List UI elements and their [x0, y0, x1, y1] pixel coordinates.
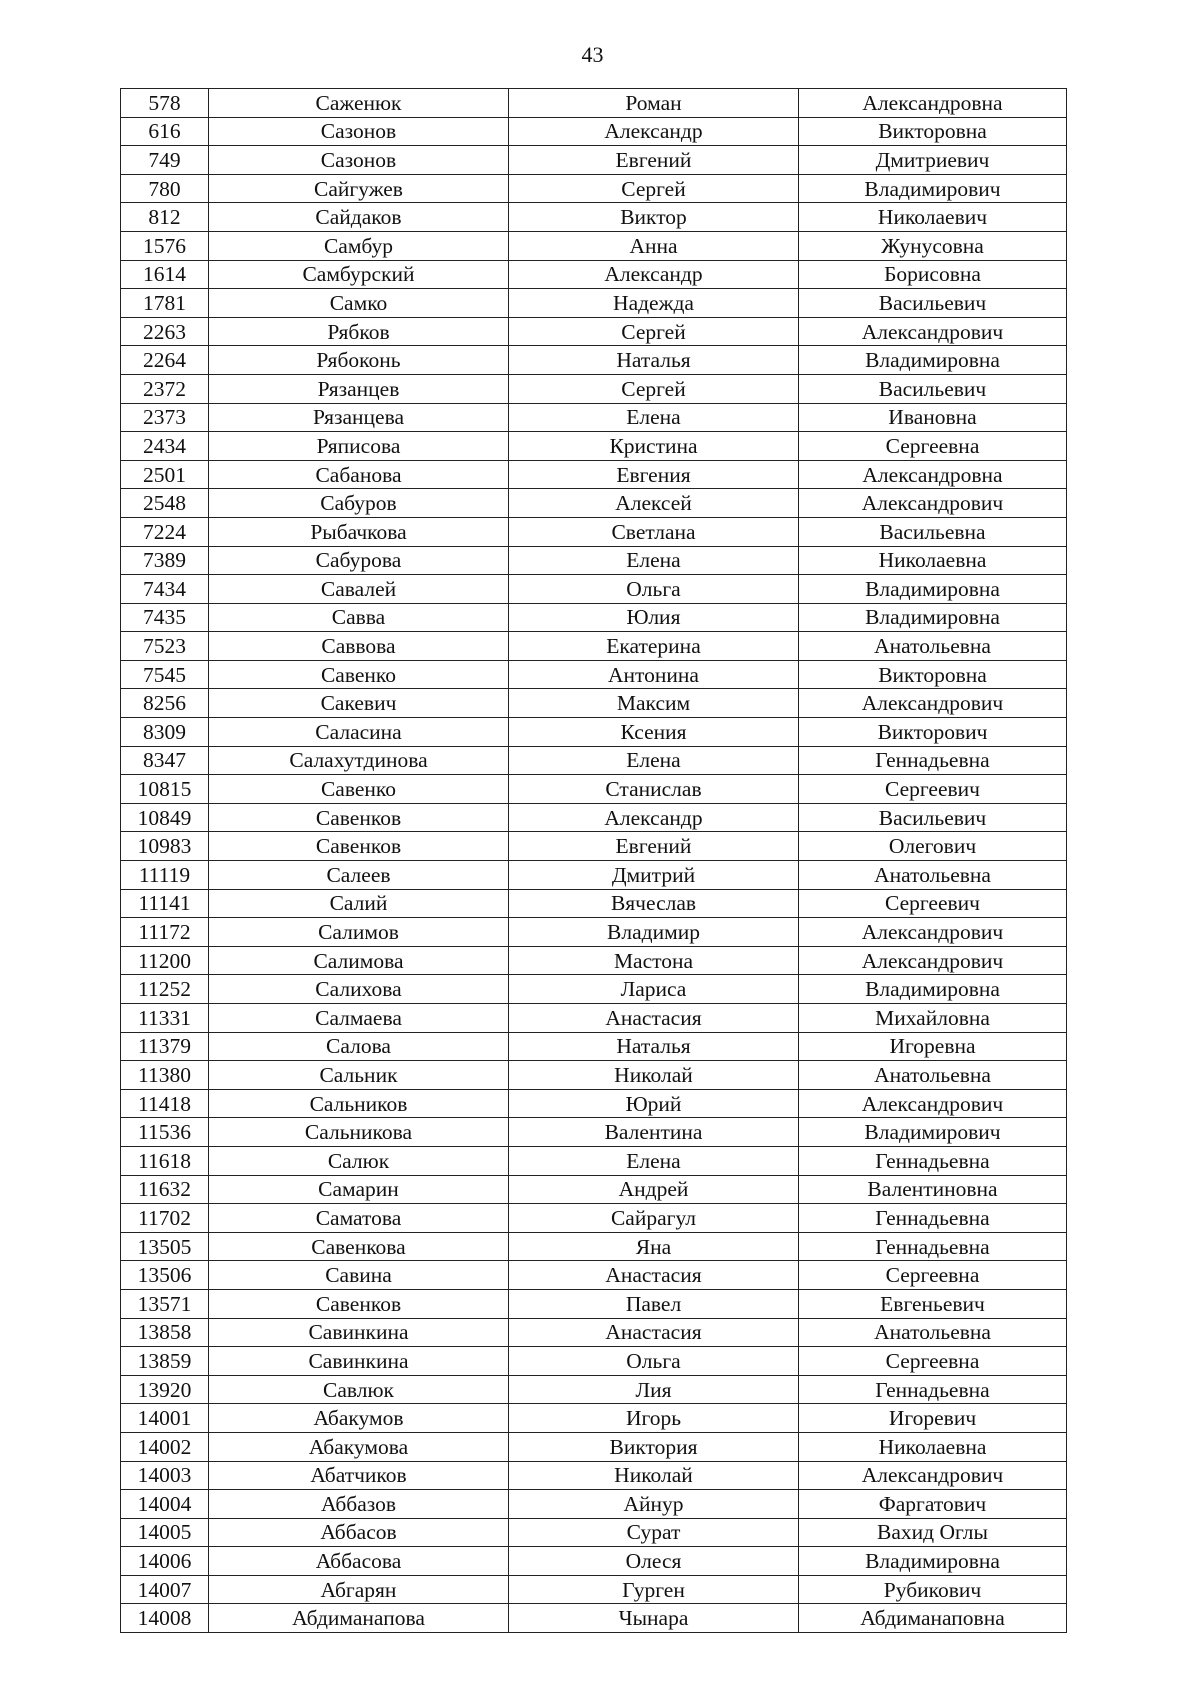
table-row [121, 889, 1067, 918]
record-number-cell: 13571 [121, 1289, 209, 1318]
record-number-cell: 10849 [121, 803, 209, 832]
last-name-cell: Салимов [209, 918, 509, 947]
first-name-cell: Елена [509, 1146, 799, 1175]
record-number-cell: 7389 [121, 546, 209, 575]
record-number-cell: 11200 [121, 946, 209, 975]
last-name-cell: Рыбачкова [209, 517, 509, 546]
record-number-cell: 14004 [121, 1490, 209, 1519]
record-number-cell: 11331 [121, 1004, 209, 1033]
patronymic-cell: Владимировна [799, 346, 1067, 375]
patronymic-cell: Александрович [799, 918, 1067, 947]
first-name-cell: Павел [509, 1289, 799, 1318]
last-name-cell: Савенков [209, 832, 509, 861]
first-name-cell: Сергей [509, 317, 799, 346]
first-name-cell: Дмитрий [509, 861, 799, 890]
patronymic-cell: Васильевич [799, 803, 1067, 832]
table-row [121, 1518, 1067, 1547]
patronymic-cell: Владимировна [799, 603, 1067, 632]
record-number-cell: 7434 [121, 575, 209, 604]
record-number-cell: 13920 [121, 1375, 209, 1404]
last-name-cell: Салахутдинова [209, 746, 509, 775]
patronymic-cell: Фаргатович [799, 1490, 1067, 1519]
last-name-cell: Салюк [209, 1146, 509, 1175]
first-name-cell: Светлана [509, 517, 799, 546]
first-name-cell: Евгений [509, 146, 799, 175]
record-number-cell: 13858 [121, 1318, 209, 1347]
page-number: 43 [581, 42, 604, 67]
table-row [121, 803, 1067, 832]
first-name-cell: Ксения [509, 718, 799, 747]
record-number-cell: 14002 [121, 1432, 209, 1461]
table-row [121, 89, 1067, 118]
table-row [121, 231, 1067, 260]
record-number-cell: 13506 [121, 1261, 209, 1290]
record-number-cell: 7224 [121, 517, 209, 546]
last-name-cell: Самко [209, 289, 509, 318]
last-name-cell: Сабуров [209, 489, 509, 518]
last-name-cell: Салимова [209, 946, 509, 975]
table-row [121, 946, 1067, 975]
patronymic-cell: Владимирович [799, 1118, 1067, 1147]
first-name-cell: Антонина [509, 660, 799, 689]
patronymic-cell: Сергеевич [799, 775, 1067, 804]
record-number-cell: 2501 [121, 460, 209, 489]
last-name-cell: Аббасов [209, 1518, 509, 1547]
first-name-cell: Виктория [509, 1432, 799, 1461]
record-number-cell: 11632 [121, 1175, 209, 1204]
first-name-cell: Анастасия [509, 1318, 799, 1347]
table-row [121, 1347, 1067, 1376]
table-row [121, 289, 1067, 318]
table-row [121, 174, 1067, 203]
last-name-cell: Савенко [209, 660, 509, 689]
first-name-cell: Евгения [509, 460, 799, 489]
patronymic-cell: Викторовна [799, 117, 1067, 146]
first-name-cell: Сергей [509, 174, 799, 203]
first-name-cell: Кристина [509, 432, 799, 461]
record-number-cell: 2373 [121, 403, 209, 432]
table-row [121, 918, 1067, 947]
patronymic-cell: Анатольевна [799, 1318, 1067, 1347]
last-name-cell: Сазонов [209, 117, 509, 146]
table-row [121, 660, 1067, 689]
first-name-cell: Сайрагул [509, 1204, 799, 1233]
first-name-cell: Елена [509, 403, 799, 432]
last-name-cell: Саввова [209, 632, 509, 661]
table-row [121, 1490, 1067, 1519]
patronymic-cell: Анатольевна [799, 1061, 1067, 1090]
patronymic-cell: Сергеевна [799, 1261, 1067, 1290]
table-row [121, 1432, 1067, 1461]
patronymic-cell: Игоревич [799, 1404, 1067, 1433]
record-number-cell: 11702 [121, 1204, 209, 1233]
patronymic-cell: Васильевич [799, 289, 1067, 318]
patronymic-cell: Владимировна [799, 1547, 1067, 1576]
last-name-cell: Рязанцев [209, 374, 509, 403]
patronymic-cell: Александрович [799, 489, 1067, 518]
patronymic-cell: Викторович [799, 718, 1067, 747]
table-row [121, 718, 1067, 747]
patronymic-cell: Анатольевна [799, 632, 1067, 661]
patronymic-cell: Борисовна [799, 260, 1067, 289]
first-name-cell: Виктор [509, 203, 799, 232]
record-number-cell: 10815 [121, 775, 209, 804]
last-name-cell: Сайгужев [209, 174, 509, 203]
first-name-cell: Елена [509, 746, 799, 775]
record-number-cell: 11141 [121, 889, 209, 918]
first-name-cell: Максим [509, 689, 799, 718]
first-name-cell: Сурат [509, 1518, 799, 1547]
last-name-cell: Савалей [209, 575, 509, 604]
patronymic-cell: Рубикович [799, 1575, 1067, 1604]
last-name-cell: Рябоконь [209, 346, 509, 375]
first-name-cell: Лия [509, 1375, 799, 1404]
last-name-cell: Сайдаков [209, 203, 509, 232]
table-row [121, 1604, 1067, 1633]
first-name-cell: Евгений [509, 832, 799, 861]
first-name-cell: Вячеслав [509, 889, 799, 918]
table-body [121, 89, 1067, 1633]
first-name-cell: Олеся [509, 1547, 799, 1576]
record-number-cell: 14006 [121, 1547, 209, 1576]
table-row [121, 1461, 1067, 1490]
table-row [121, 775, 1067, 804]
first-name-cell: Чынара [509, 1604, 799, 1633]
last-name-cell: Самбур [209, 231, 509, 260]
last-name-cell: Сакевич [209, 689, 509, 718]
first-name-cell: Роман [509, 89, 799, 118]
patronymic-cell: Михайловна [799, 1004, 1067, 1033]
table-row [121, 1404, 1067, 1433]
table-row [121, 1004, 1067, 1033]
record-number-cell: 1576 [121, 231, 209, 260]
table-row [121, 1318, 1067, 1347]
record-number-cell: 11252 [121, 975, 209, 1004]
last-name-cell: Савинкина [209, 1347, 509, 1376]
first-name-cell: Анна [509, 231, 799, 260]
first-name-cell: Александр [509, 260, 799, 289]
last-name-cell: Сальник [209, 1061, 509, 1090]
record-number-cell: 616 [121, 117, 209, 146]
patronymic-cell: Александрович [799, 689, 1067, 718]
last-name-cell: Сабанова [209, 460, 509, 489]
table-row [121, 1204, 1067, 1233]
first-name-cell: Наталья [509, 346, 799, 375]
patronymic-cell: Евгеньевич [799, 1289, 1067, 1318]
last-name-cell: Салеев [209, 861, 509, 890]
last-name-cell: Рябков [209, 317, 509, 346]
first-name-cell: Владимир [509, 918, 799, 947]
patronymic-cell: Николаевна [799, 546, 1067, 575]
record-number-cell: 2263 [121, 317, 209, 346]
table-row [121, 1061, 1067, 1090]
table-row [121, 832, 1067, 861]
first-name-cell: Ольга [509, 1347, 799, 1376]
patronymic-cell: Викторовна [799, 660, 1067, 689]
first-name-cell: Александр [509, 117, 799, 146]
last-name-cell: Савлюк [209, 1375, 509, 1404]
first-name-cell: Николай [509, 1461, 799, 1490]
last-name-cell: Савенкова [209, 1232, 509, 1261]
first-name-cell: Станислав [509, 775, 799, 804]
first-name-cell: Сергей [509, 374, 799, 403]
record-number-cell: 14007 [121, 1575, 209, 1604]
last-name-cell: Абдиманапова [209, 1604, 509, 1633]
table-row [121, 374, 1067, 403]
first-name-cell: Наталья [509, 1032, 799, 1061]
table-row [121, 1232, 1067, 1261]
record-number-cell: 578 [121, 89, 209, 118]
table-row [121, 460, 1067, 489]
record-number-cell: 7523 [121, 632, 209, 661]
record-number-cell: 14003 [121, 1461, 209, 1490]
first-name-cell: Анастасия [509, 1004, 799, 1033]
table-row [121, 403, 1067, 432]
first-name-cell: Лариса [509, 975, 799, 1004]
table-row [121, 146, 1067, 175]
table-row [121, 317, 1067, 346]
table-row [121, 1118, 1067, 1147]
patronymic-cell: Жунусовна [799, 231, 1067, 260]
record-number-cell: 780 [121, 174, 209, 203]
patronymic-cell: Васильевна [799, 517, 1067, 546]
record-number-cell: 8309 [121, 718, 209, 747]
names-table [120, 88, 1067, 1633]
first-name-cell: Андрей [509, 1175, 799, 1204]
last-name-cell: Абатчиков [209, 1461, 509, 1490]
first-name-cell: Николай [509, 1061, 799, 1090]
last-name-cell: Рязанцева [209, 403, 509, 432]
patronymic-cell: Александровна [799, 460, 1067, 489]
patronymic-cell: Геннадьевна [799, 1375, 1067, 1404]
record-number-cell: 11618 [121, 1146, 209, 1175]
table-row [121, 1261, 1067, 1290]
first-name-cell: Александр [509, 803, 799, 832]
record-number-cell: 7435 [121, 603, 209, 632]
first-name-cell: Анастасия [509, 1261, 799, 1290]
record-number-cell: 1781 [121, 289, 209, 318]
patronymic-cell: Геннадьевна [799, 746, 1067, 775]
patronymic-cell: Николаевна [799, 1432, 1067, 1461]
table-row [121, 1289, 1067, 1318]
table-row [121, 603, 1067, 632]
record-number-cell: 8347 [121, 746, 209, 775]
last-name-cell: Савинкина [209, 1318, 509, 1347]
names-table-container [120, 88, 1066, 1633]
table-row [121, 1375, 1067, 1404]
first-name-cell: Гурген [509, 1575, 799, 1604]
record-number-cell: 2372 [121, 374, 209, 403]
patronymic-cell: Игоревна [799, 1032, 1067, 1061]
table-row [121, 575, 1067, 604]
patronymic-cell: Вахид Оглы [799, 1518, 1067, 1547]
table-row [121, 432, 1067, 461]
first-name-cell: Айнур [509, 1490, 799, 1519]
last-name-cell: Саматова [209, 1204, 509, 1233]
first-name-cell: Валентина [509, 1118, 799, 1147]
patronymic-cell: Александрович [799, 317, 1067, 346]
table-row [121, 1146, 1067, 1175]
last-name-cell: Абгарян [209, 1575, 509, 1604]
first-name-cell: Игорь [509, 1404, 799, 1433]
record-number-cell: 812 [121, 203, 209, 232]
patronymic-cell: Геннадьевна [799, 1232, 1067, 1261]
last-name-cell: Абакумова [209, 1432, 509, 1461]
patronymic-cell: Николаевич [799, 203, 1067, 232]
record-number-cell: 2434 [121, 432, 209, 461]
patronymic-cell: Александрович [799, 1089, 1067, 1118]
patronymic-cell: Валентиновна [799, 1175, 1067, 1204]
patronymic-cell: Геннадьевна [799, 1146, 1067, 1175]
last-name-cell: Сазонов [209, 146, 509, 175]
record-number-cell: 11119 [121, 861, 209, 890]
table-row [121, 861, 1067, 890]
patronymic-cell: Ивановна [799, 403, 1067, 432]
first-name-cell: Ольга [509, 575, 799, 604]
record-number-cell: 11172 [121, 918, 209, 947]
patronymic-cell: Олегович [799, 832, 1067, 861]
table-row [121, 1547, 1067, 1576]
record-number-cell: 13505 [121, 1232, 209, 1261]
record-number-cell: 14005 [121, 1518, 209, 1547]
last-name-cell: Сальников [209, 1089, 509, 1118]
last-name-cell: Сабурова [209, 546, 509, 575]
record-number-cell: 11379 [121, 1032, 209, 1061]
record-number-cell: 8256 [121, 689, 209, 718]
last-name-cell: Савенко [209, 775, 509, 804]
record-number-cell: 10983 [121, 832, 209, 861]
table-row [121, 489, 1067, 518]
last-name-cell: Аббасова [209, 1547, 509, 1576]
patronymic-cell: Васильевич [799, 374, 1067, 403]
table-row [121, 346, 1067, 375]
patronymic-cell: Геннадьевна [799, 1204, 1067, 1233]
first-name-cell: Яна [509, 1232, 799, 1261]
first-name-cell: Екатерина [509, 632, 799, 661]
patronymic-cell: Владимировна [799, 975, 1067, 1004]
last-name-cell: Салий [209, 889, 509, 918]
table-row [121, 689, 1067, 718]
patronymic-cell: Сергеевна [799, 1347, 1067, 1376]
table-row [121, 260, 1067, 289]
first-name-cell: Мастона [509, 946, 799, 975]
record-number-cell: 11380 [121, 1061, 209, 1090]
table-row [121, 117, 1067, 146]
last-name-cell: Савина [209, 1261, 509, 1290]
patronymic-cell: Сергеевич [799, 889, 1067, 918]
last-name-cell: Савенков [209, 1289, 509, 1318]
last-name-cell: Саласина [209, 718, 509, 747]
first-name-cell: Юрий [509, 1089, 799, 1118]
patronymic-cell: Владимировна [799, 575, 1067, 604]
last-name-cell: Сальникова [209, 1118, 509, 1147]
first-name-cell: Юлия [509, 603, 799, 632]
table-row [121, 975, 1067, 1004]
record-number-cell: 1614 [121, 260, 209, 289]
patronymic-cell: Александровна [799, 89, 1067, 118]
last-name-cell: Савенков [209, 803, 509, 832]
record-number-cell: 7545 [121, 660, 209, 689]
table-row [121, 1575, 1067, 1604]
last-name-cell: Салихова [209, 975, 509, 1004]
patronymic-cell: Александрович [799, 946, 1067, 975]
table-row [121, 203, 1067, 232]
table-row [121, 1175, 1067, 1204]
record-number-cell: 14001 [121, 1404, 209, 1433]
table-row [121, 517, 1067, 546]
record-number-cell: 11418 [121, 1089, 209, 1118]
first-name-cell: Надежда [509, 289, 799, 318]
last-name-cell: Салова [209, 1032, 509, 1061]
first-name-cell: Алексей [509, 489, 799, 518]
patronymic-cell: Сергеевна [799, 432, 1067, 461]
record-number-cell: 2264 [121, 346, 209, 375]
record-number-cell: 14008 [121, 1604, 209, 1633]
patronymic-cell: Дмитриевич [799, 146, 1067, 175]
record-number-cell: 2548 [121, 489, 209, 518]
last-name-cell: Самбурский [209, 260, 509, 289]
table-row [121, 546, 1067, 575]
first-name-cell: Елена [509, 546, 799, 575]
patronymic-cell: Александрович [799, 1461, 1067, 1490]
last-name-cell: Абакумов [209, 1404, 509, 1433]
record-number-cell: 13859 [121, 1347, 209, 1376]
last-name-cell: Самарин [209, 1175, 509, 1204]
last-name-cell: Салмаева [209, 1004, 509, 1033]
record-number-cell: 749 [121, 146, 209, 175]
table-row [121, 1032, 1067, 1061]
patronymic-cell: Абдиманаповна [799, 1604, 1067, 1633]
table-row [121, 746, 1067, 775]
patronymic-cell: Владимирович [799, 174, 1067, 203]
last-name-cell: Аббазов [209, 1490, 509, 1519]
table-row [121, 1089, 1067, 1118]
last-name-cell: Саженюк [209, 89, 509, 118]
last-name-cell: Савва [209, 603, 509, 632]
patronymic-cell: Анатольевна [799, 861, 1067, 890]
record-number-cell: 11536 [121, 1118, 209, 1147]
last-name-cell: Ряписова [209, 432, 509, 461]
table-row [121, 632, 1067, 661]
